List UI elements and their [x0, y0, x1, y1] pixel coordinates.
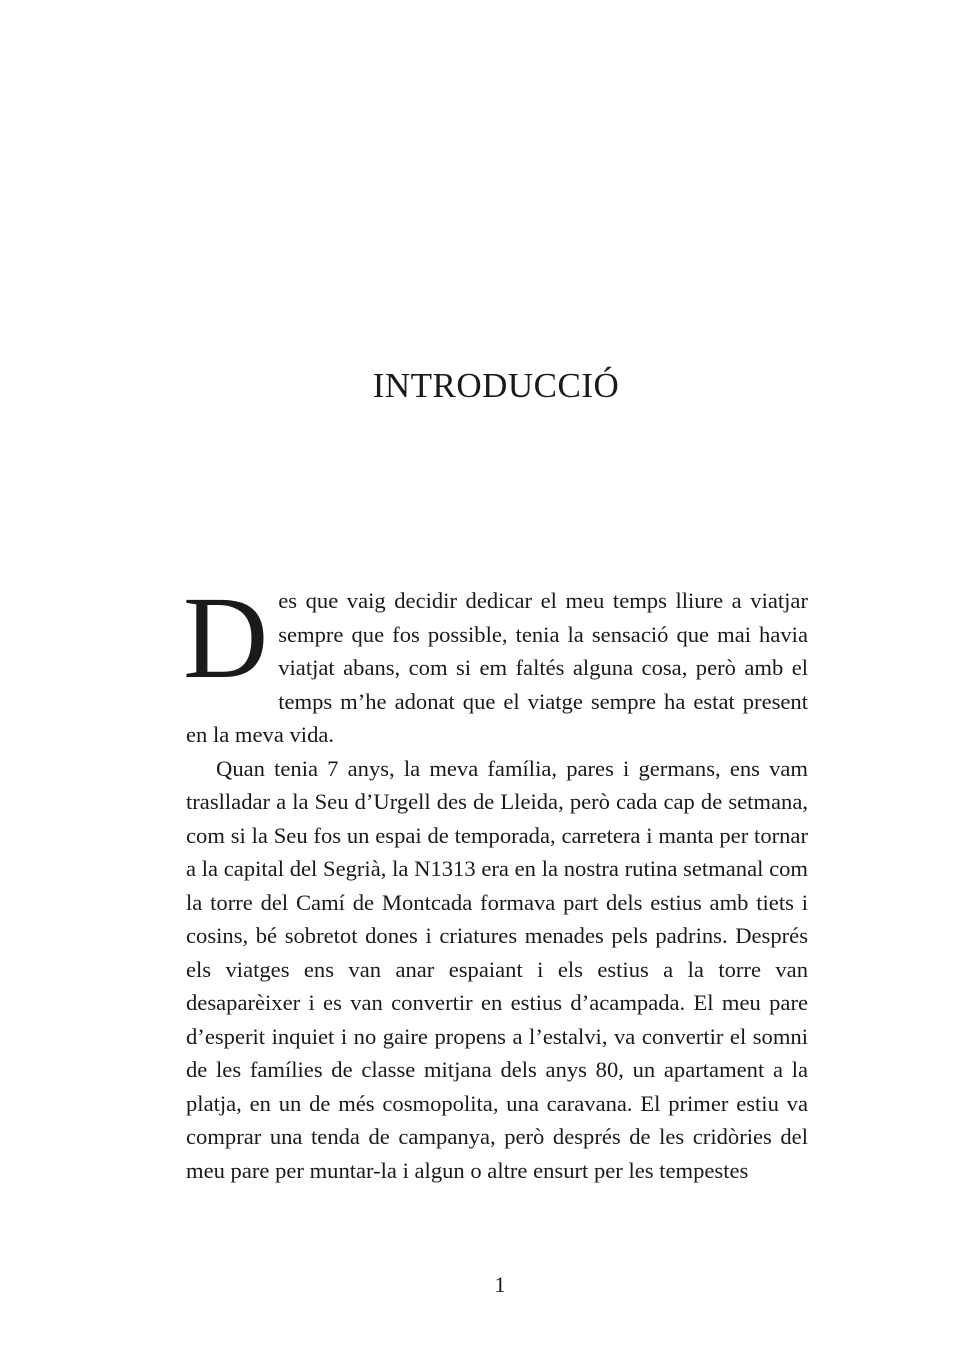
drop-cap: D — [183, 572, 269, 703]
paragraph-2: Quan tenia 7 anys, la meva família, pares i germans, ens vam traslladar a la Seu d’Urgell des de Lleida, però cada cap de setmana, com si la Seu fos un espai de temporada, carretera i manta per tornar a la capital del Segrià, la N1313 era en la nostra rutina setmanal com la torre del Camí de Montcada formava part dels estius amb tiets i cosins, bé sobretot dones i criatures menades pels padrins. Després els viatges ens van anar espaiant i els estius a la torre van desaparèixer i es van convertir en estius d’acampada. El meu pare d’esperit inquiet i no gaire propens a l’estalvi, va convertir el somni de les famílies de classe mitjana dels anys 80, un apartament a la platja, en un de més cosmopolita, una caravana. El primer estiu va comprar una tenda de campanya, però després de les cridòries del meu pare per muntar-la i algun o altre ensurt per les tempestes — [186, 755, 808, 1183]
paragraph-1 — [183, 572, 808, 752]
chapter-title: INTRODUCCIÓ — [372, 366, 620, 405]
page-number: 1 — [494, 1272, 506, 1297]
body-text — [183, 572, 808, 1187]
paragraph-1-text: es que vaig decidir dedicar el meu temps lliure a viatjar sempre que fos possible, tenia la sensació que mai havia viatjat abans, com si em faltés alguna cosa, però amb el temps m’he adonat que el viatge sempre ha estat present en la meva vida. — [186, 588, 808, 747]
